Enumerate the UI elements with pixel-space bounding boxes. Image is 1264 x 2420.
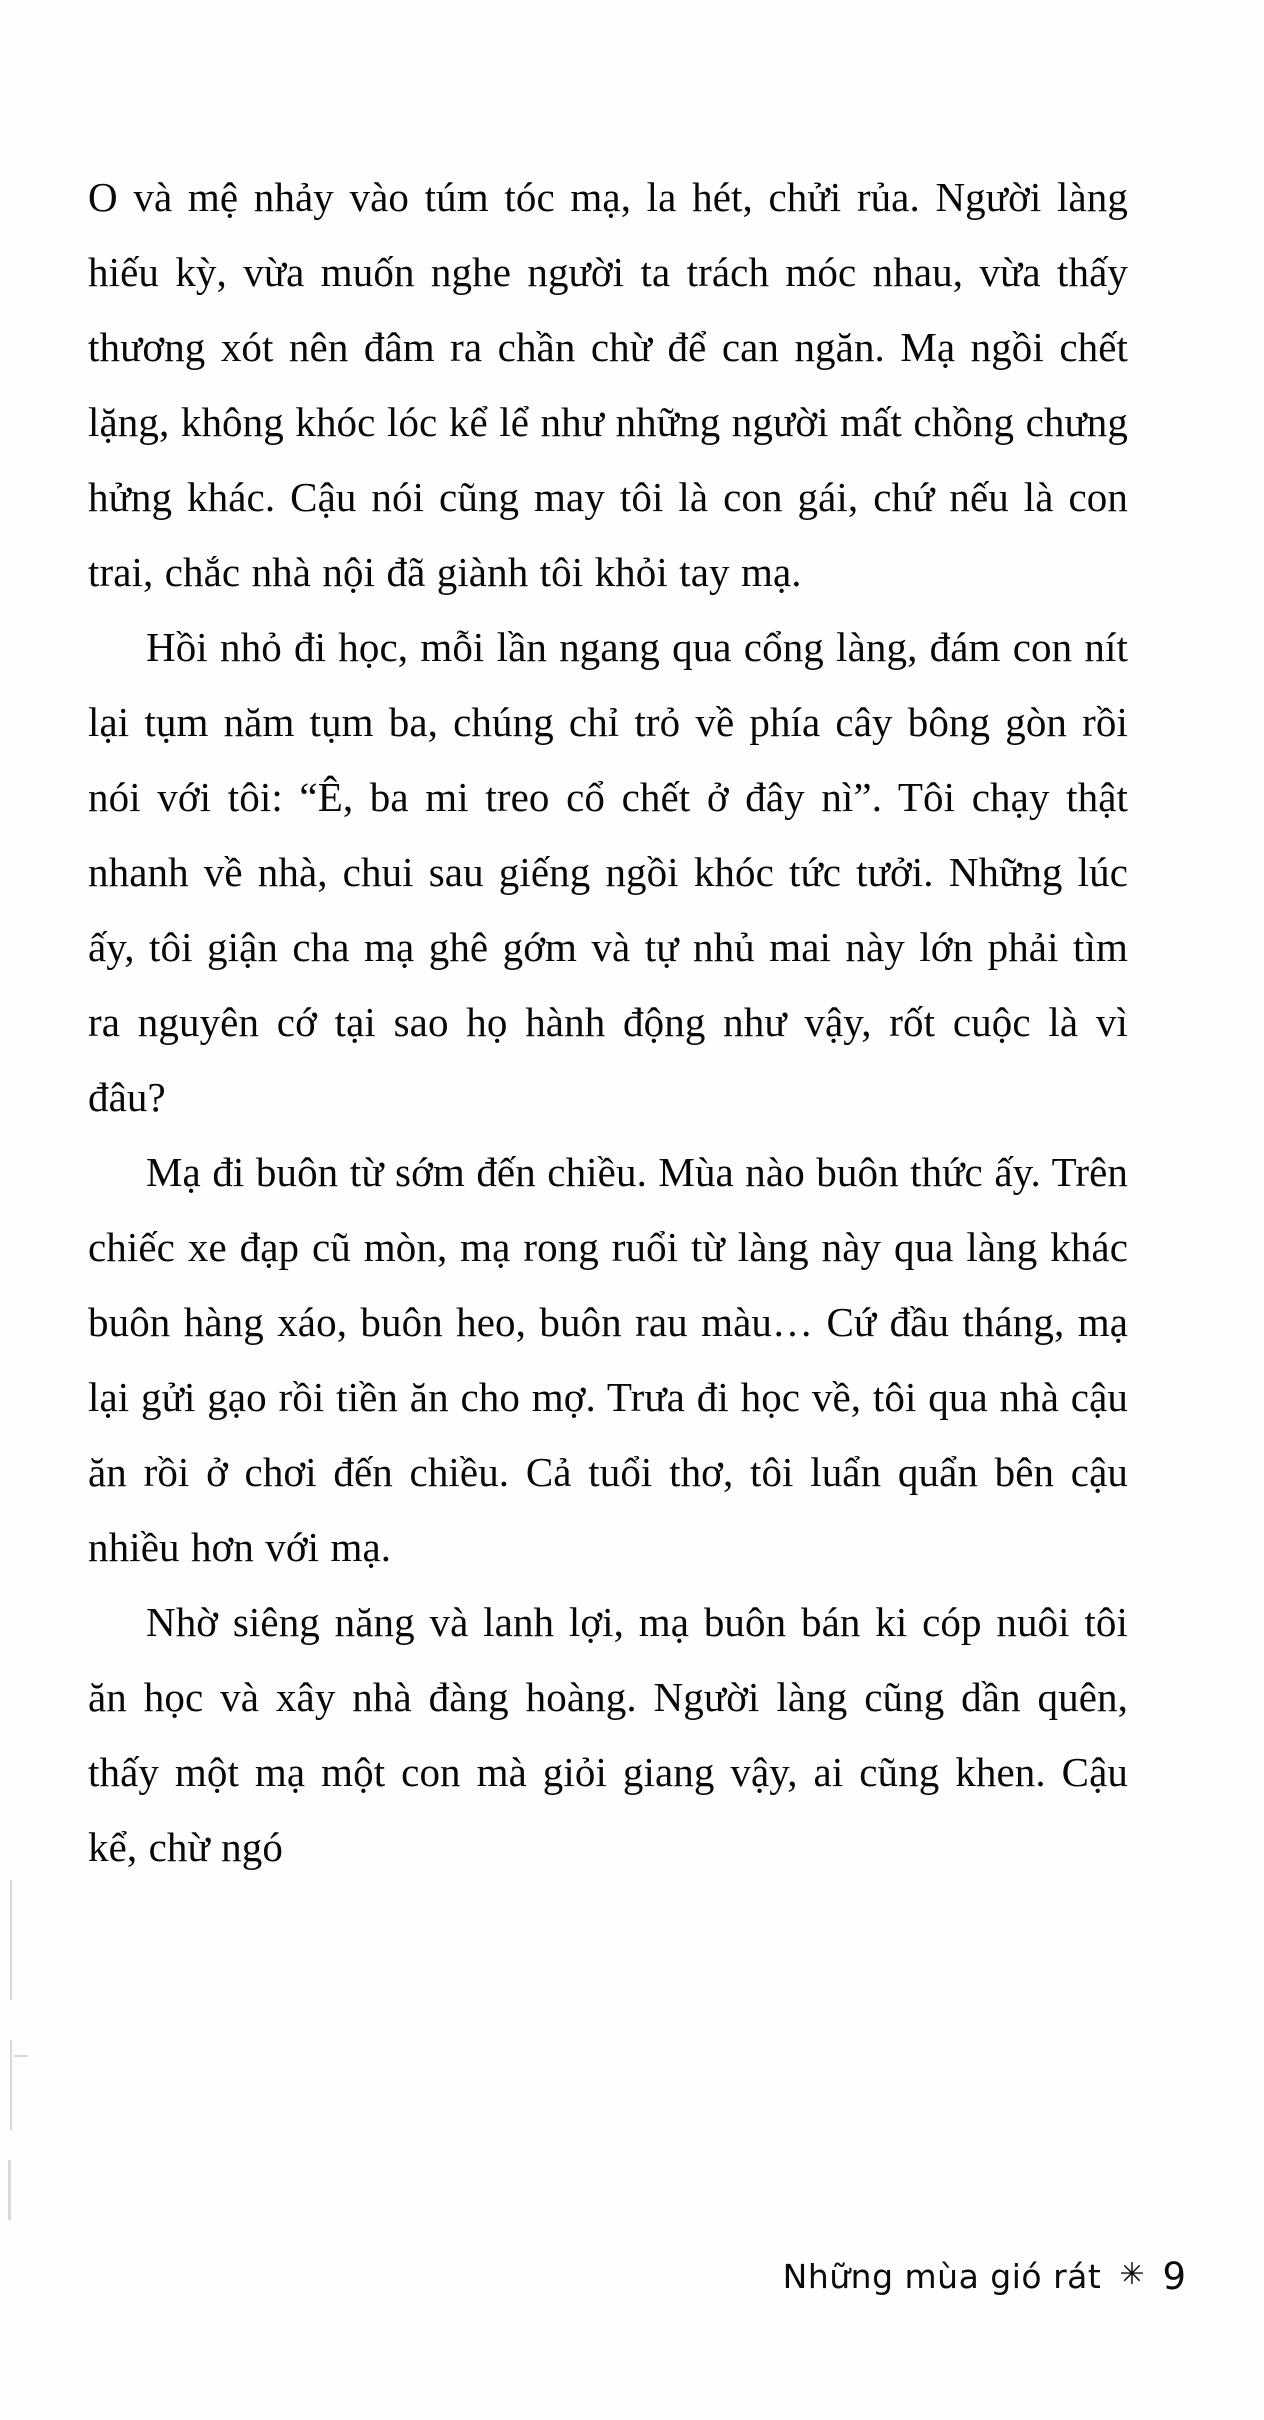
- scan-artifact: [10, 2040, 12, 2130]
- page-number: 9: [1162, 2255, 1186, 2298]
- scan-artifact: [8, 2160, 11, 2220]
- page-body-text: [88, 160, 1128, 1885]
- paragraph: O và mệ nhảy vào túm tóc mạ, la hét, chửi rủa. Người làng hiếu kỳ, vừa muốn nghe người ta trách móc nhau, vừa thấy thương xót nên đâm ra chần chừ để can ngăn. Mạ ngồi chết lặng, không khóc lóc kể lể như những người mất chồng chưng hửng khác. Cậu nói cũng may tôi là con gái, chứ nếu là con trai, chắc nhà nội đã giành tôi khỏi tay mạ.: [88, 174, 1128, 595]
- paragraph: Hồi nhỏ đi học, mỗi lần ngang qua cổng làng, đám con nít lại tụm năm tụm ba, chúng chỉ trỏ về phía cây bông gòn rồi nói với tôi: “Ê, ba mi treo cổ chết ở đây nì”. Tôi chạy thật nhanh về nhà, chui sau giếng ngồi khóc tức tưởi. Những lúc ấy, tôi giận cha mạ ghê gớm và tự nhủ mai này lớn phải tìm ra nguyên cớ tại sao họ hành động như vậy, rốt cuộc là vì đâu?: [88, 624, 1128, 1120]
- paragraph: Mạ đi buôn từ sớm đến chiều. Mùa nào buôn thức ấy. Trên chiếc xe đạp cũ mòn, mạ rong ruổi từ làng này qua làng khác buôn hàng xáo, buôn heo, buôn rau màu… Cứ đầu tháng, mạ lại gửi gạo rồi tiền ăn cho mợ. Trưa đi học về, tôi qua nhà cậu ăn rồi ở chơi đến chiều. Cả tuổi thơ, tôi luẩn quẩn bên cậu nhiều hơn với mạ.: [88, 1149, 1128, 1570]
- asterisk-icon: ✳: [1119, 2257, 1145, 2291]
- paragraph: Nhờ siêng năng và lanh lợi, mạ buôn bán ki cóp nuôi tôi ăn học và xây nhà đàng hoàng. Người làng cũng dần quên, thấy một mạ một con mà giỏi giang vậy, ai cũng khen. Cậu kể, chừ ngó: [88, 1599, 1128, 1870]
- page-footer: [88, 2255, 1186, 2298]
- scan-artifact: [10, 1880, 12, 2000]
- scan-artifact: [14, 2055, 28, 2057]
- running-head-title: Những mùa gió rát: [782, 2257, 1102, 2296]
